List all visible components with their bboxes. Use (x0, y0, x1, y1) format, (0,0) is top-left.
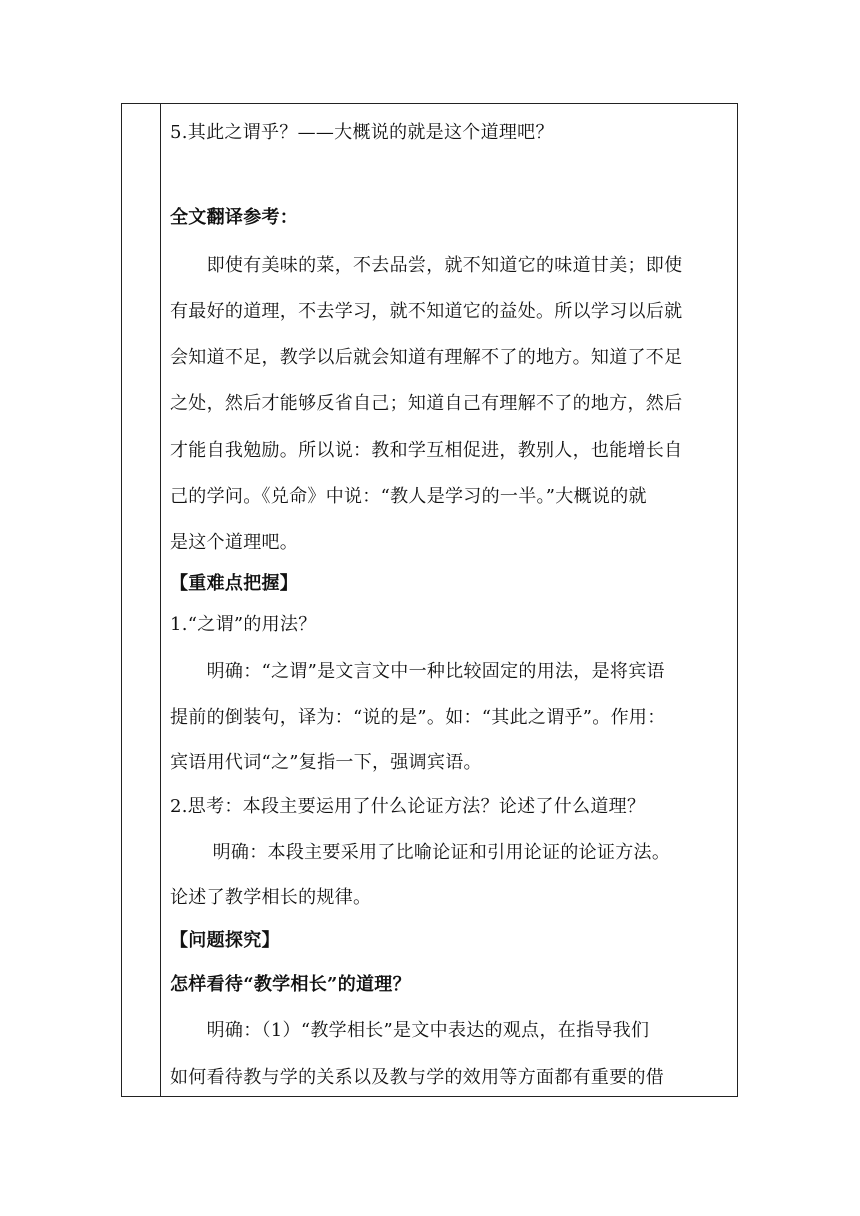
text-line: 会知道不足，教学以后就会知道有理解不了的地方。知道了不足 (170, 347, 683, 368)
text-line: 才能自我勉励。所以说：教和学互相促进，教别人，也能增长自 (170, 440, 683, 461)
text-line: 明确：（1）“教学相长”是文中表达的观点，在指导我们 (170, 1020, 650, 1041)
text-line: 明确：本段主要采用了比喻论证和引用论证的论证方法。 (170, 842, 671, 863)
text-line: 之处，然后才能够反省自己；知道自己有理解不了的地方，然后 (170, 393, 683, 414)
text-line: 有最好的道理，不去学习，就不知道它的益处。所以学习以后就 (170, 301, 683, 322)
text-line: 是这个道理吧。 (170, 532, 299, 553)
text-line: 提前的倒装句，译为：“说的是”。如：“其此之谓乎”。作用： (170, 707, 666, 728)
text-line: 5.其此之谓乎？——大概说的就是这个道理吧？ (170, 122, 554, 143)
text-line: 明确：“之谓”是文言文中一种比较固定的用法，是将宾语 (170, 661, 665, 682)
text-line: 如何看待教与学的关系以及教与学的效用等方面都有重要的借 (170, 1067, 665, 1088)
text-line: 即使有美味的菜，不去品尝，就不知道它的味道甘美；即使 (170, 255, 683, 276)
text-line: 宾语用代词“之”复指一下，强调宾语。 (170, 752, 482, 773)
section-heading: 【问题探究】 (170, 930, 280, 951)
section-heading: 全文翻译参考： (170, 207, 299, 228)
text-line: 论述了教学相长的规律。 (170, 887, 372, 908)
text-line: 1.“之谓”的用法？ (170, 614, 317, 635)
text-line: 己的学问。《兑命》中说：“教人是学习的一半。”大概说的就 (170, 486, 647, 507)
document-table (121, 103, 738, 1097)
section-heading: 【重难点把握】 (170, 573, 299, 594)
question-heading: 怎样看待“教学相长”的道理？ (170, 974, 411, 995)
text-line: 2.思考：本段主要运用了什么论证方法？论述了什么道理？ (170, 796, 646, 817)
content-cell (170, 104, 731, 1096)
left-column (122, 104, 161, 1096)
